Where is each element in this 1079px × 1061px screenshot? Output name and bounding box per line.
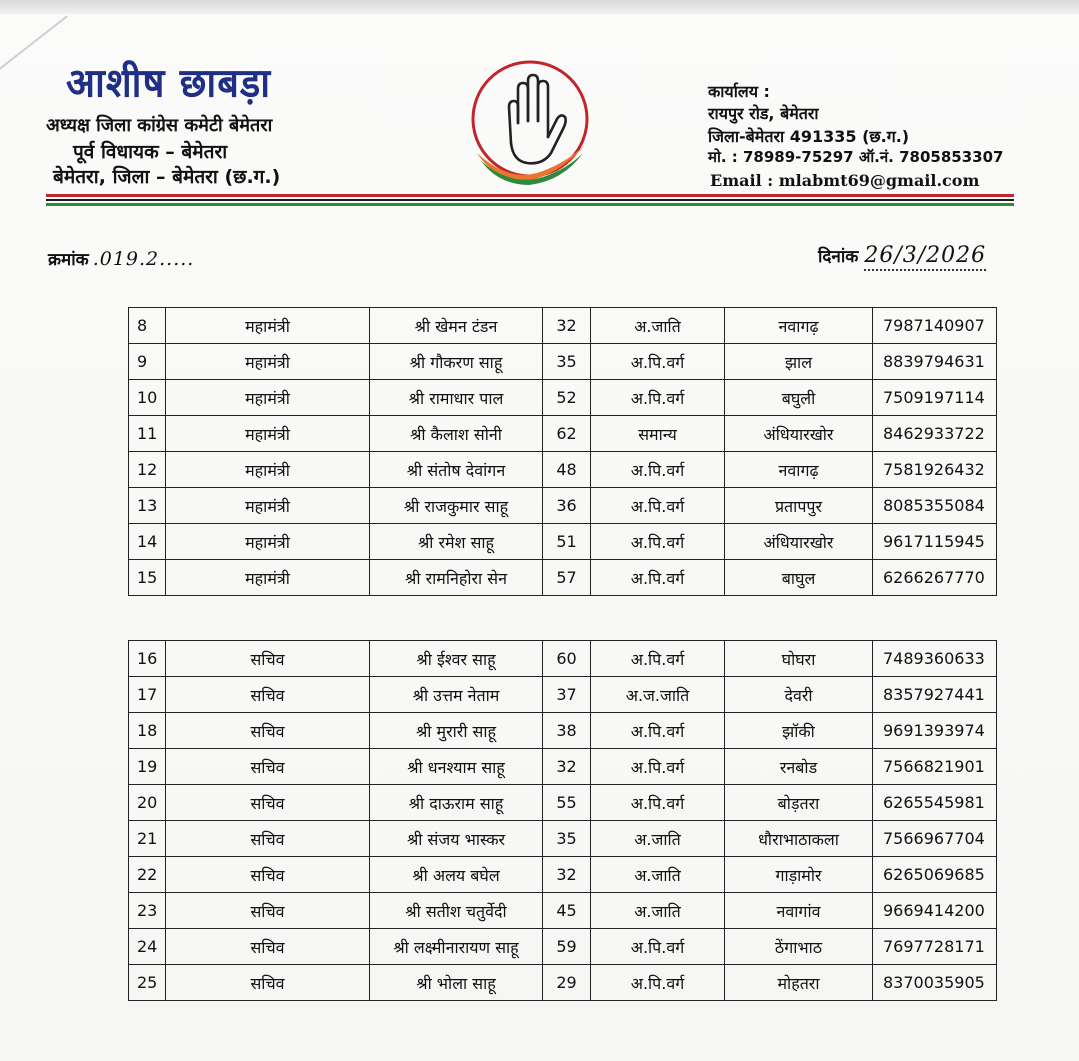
age-cell: 35	[543, 344, 591, 380]
header-rule-black	[46, 199, 1014, 201]
name-cell: श्री धनश्याम साहू	[370, 749, 543, 785]
header-rule-red	[46, 194, 1014, 197]
name-cell: श्री गौकरण साहू	[370, 344, 543, 380]
reference-number	[48, 247, 194, 270]
village-cell: झॉकी	[725, 713, 873, 749]
phone-cell: 9617115945	[873, 524, 997, 560]
age-cell: 32	[543, 857, 591, 893]
category-cell: अ.पि.वर्ग	[591, 965, 725, 1001]
header-rule-green	[46, 203, 1014, 206]
post-cell: महामंत्री	[166, 308, 370, 344]
table-row	[129, 749, 997, 785]
table-row	[129, 713, 997, 749]
category-cell: अ.पि.वर्ग	[591, 929, 725, 965]
phone-cell: 6265069685	[873, 857, 997, 893]
serial-cell: 22	[129, 857, 166, 893]
table-row	[129, 857, 997, 893]
name-cell: श्री उत्तम नेताम	[370, 677, 543, 713]
age-cell: 60	[543, 641, 591, 677]
post-cell: सचिव	[166, 857, 370, 893]
table-row	[129, 560, 997, 596]
category-cell: अ.पि.वर्ग	[591, 713, 725, 749]
age-cell: 51	[543, 524, 591, 560]
phone-cell: 8839794631	[873, 344, 997, 380]
village-cell: बोड़तरा	[725, 785, 873, 821]
post-cell: सचिव	[166, 821, 370, 857]
age-cell: 55	[543, 785, 591, 821]
post-cell: सचिव	[166, 641, 370, 677]
phone-cell: 8085355084	[873, 488, 997, 524]
office-bearers-table-secretaries	[128, 640, 997, 1001]
name-cell: श्री मुरारी साहू	[370, 713, 543, 749]
table-row	[129, 893, 997, 929]
table-row	[129, 344, 997, 380]
serial-cell: 14	[129, 524, 166, 560]
phone-cell: 7697728171	[873, 929, 997, 965]
sender-title-line1: अध्यक्ष जिला कांग्रेस कमेटी बेमेतरा	[46, 115, 273, 136]
age-cell: 35	[543, 821, 591, 857]
village-cell: बघुली	[725, 380, 873, 416]
category-cell: अ.पि.वर्ग	[591, 452, 725, 488]
post-cell: सचिव	[166, 677, 370, 713]
age-cell: 52	[543, 380, 591, 416]
serial-cell: 24	[129, 929, 166, 965]
post-cell: महामंत्री	[166, 488, 370, 524]
name-cell: श्री लक्ष्मीनारायण साहू	[370, 929, 543, 965]
office-address-line2: जिला-बेमेतरा 491335 (छ.ग.)	[708, 127, 910, 146]
phone-cell: 7566821901	[873, 749, 997, 785]
village-cell: अंधियारखोर	[725, 416, 873, 452]
hand-icon	[467, 57, 593, 187]
serial-cell: 8	[129, 308, 166, 344]
age-cell: 32	[543, 749, 591, 785]
sender-title-line3: बेमेतरा, जिला – बेमेतरा (छ.ग.)	[53, 166, 281, 188]
age-cell: 37	[543, 677, 591, 713]
serial-cell: 10	[129, 380, 166, 416]
post-cell: महामंत्री	[166, 380, 370, 416]
office-label: कार्यालय :	[708, 82, 770, 101]
name-cell: श्री भोला साहू	[370, 965, 543, 1001]
phone-cell: 8357927441	[873, 677, 997, 713]
serial-cell: 15	[129, 560, 166, 596]
serial-cell: 20	[129, 785, 166, 821]
serial-cell: 12	[129, 452, 166, 488]
category-cell: अ.पि.वर्ग	[591, 524, 725, 560]
table-row	[129, 488, 997, 524]
age-cell: 45	[543, 893, 591, 929]
category-cell: अ.जाति	[591, 821, 725, 857]
village-cell: मोहतरा	[725, 965, 873, 1001]
post-cell: महामंत्री	[166, 524, 370, 560]
phone-cell: 7566967704	[873, 821, 997, 857]
post-cell: सचिव	[166, 929, 370, 965]
category-cell: अ.पि.वर्ग	[591, 749, 725, 785]
category-cell: अ.ज.जाति	[591, 677, 725, 713]
name-cell: श्री संजय भास्कर	[370, 821, 543, 857]
name-cell: श्री संतोष देवांगन	[370, 452, 543, 488]
phone-cell: 8462933722	[873, 416, 997, 452]
phone-cell: 7581926432	[873, 452, 997, 488]
reference-label: क्रमांक	[48, 250, 89, 270]
village-cell: धौराभाठाकला	[725, 821, 873, 857]
post-cell: सचिव	[166, 749, 370, 785]
name-cell: श्री अलय बघेल	[370, 857, 543, 893]
post-cell: महामंत्री	[166, 560, 370, 596]
serial-cell: 17	[129, 677, 166, 713]
table-row	[129, 641, 997, 677]
village-cell: घोघरा	[725, 641, 873, 677]
serial-cell: 25	[129, 965, 166, 1001]
name-cell: श्री रामाधार पाल	[370, 380, 543, 416]
serial-cell: 16	[129, 641, 166, 677]
post-cell: महामंत्री	[166, 416, 370, 452]
table-row	[129, 929, 997, 965]
category-cell: अ.पि.वर्ग	[591, 641, 725, 677]
name-cell: श्री रमेश साहू	[370, 524, 543, 560]
table-row	[129, 416, 997, 452]
phone-cell: 6265545981	[873, 785, 997, 821]
office-email: Email : mlabmt69@gmail.com	[710, 171, 980, 190]
table-row	[129, 785, 997, 821]
village-cell: नवागढ़	[725, 308, 873, 344]
name-cell: श्री रामनिहोरा सेन	[370, 560, 543, 596]
age-cell: 62	[543, 416, 591, 452]
category-cell: अ.पि.वर्ग	[591, 785, 725, 821]
phone-cell: 9669414200	[873, 893, 997, 929]
sender-name: आशीष छाबड़ा	[66, 59, 272, 107]
category-cell: अ.पि.वर्ग	[591, 344, 725, 380]
category-cell: अ.पि.वर्ग	[591, 560, 725, 596]
village-cell: प्रतापपुर	[725, 488, 873, 524]
name-cell: श्री ईश्वर साहू	[370, 641, 543, 677]
village-cell: देवरी	[725, 677, 873, 713]
office-bearers-table-general-secretaries	[128, 307, 997, 596]
table-row	[129, 452, 997, 488]
village-cell: गाड़ामोर	[725, 857, 873, 893]
village-cell: नवागांव	[725, 893, 873, 929]
name-cell: श्री खेमन टंडन	[370, 308, 543, 344]
category-cell: अ.पि.वर्ग	[591, 488, 725, 524]
table-row	[129, 965, 997, 1001]
name-cell: श्री सतीश चतुर्वेदी	[370, 893, 543, 929]
post-cell: सचिव	[166, 785, 370, 821]
phone-cell: 6266267770	[873, 560, 997, 596]
name-cell: श्री कैलाश सोनी	[370, 416, 543, 452]
serial-cell: 19	[129, 749, 166, 785]
post-cell: सचिव	[166, 893, 370, 929]
name-cell: श्री दाऊराम साहू	[370, 785, 543, 821]
village-cell: नवागढ़	[725, 452, 873, 488]
village-cell: अंधियारखोर	[725, 524, 873, 560]
date-value: 26/3/2026	[864, 243, 986, 271]
name-cell: श्री राजकुमार साहू	[370, 488, 543, 524]
post-cell: महामंत्री	[166, 344, 370, 380]
village-cell: बाघुल	[725, 560, 873, 596]
age-cell: 32	[543, 308, 591, 344]
phone-cell: 7509197114	[873, 380, 997, 416]
serial-cell: 9	[129, 344, 166, 380]
table-row	[129, 524, 997, 560]
village-cell: रनबोड	[725, 749, 873, 785]
age-cell: 59	[543, 929, 591, 965]
date-label: दिनांक	[818, 247, 859, 267]
age-cell: 29	[543, 965, 591, 1001]
office-address-line1: रायपुर रोड, बेमेतरा	[708, 104, 819, 123]
serial-cell: 18	[129, 713, 166, 749]
photo-top-shade	[0, 0, 1079, 14]
letter-date	[818, 243, 986, 268]
sender-title-line2: पूर्व विधायक – बेमेतरा	[73, 141, 228, 163]
category-cell: अ.जाति	[591, 308, 725, 344]
phone-cell: 7987140907	[873, 308, 997, 344]
age-cell: 57	[543, 560, 591, 596]
age-cell: 48	[543, 452, 591, 488]
age-cell: 36	[543, 488, 591, 524]
post-cell: महामंत्री	[166, 452, 370, 488]
category-cell: अ.पि.वर्ग	[591, 380, 725, 416]
phone-cell: 8370035905	[873, 965, 997, 1001]
serial-cell: 13	[129, 488, 166, 524]
serial-cell: 11	[129, 416, 166, 452]
office-phone: मो. : 78989-75297 ऑ.नं. 7805853307	[708, 148, 1004, 166]
category-cell: अ.जाति	[591, 857, 725, 893]
phone-cell: 9691393974	[873, 713, 997, 749]
age-cell: 38	[543, 713, 591, 749]
category-cell: अ.जाति	[591, 893, 725, 929]
serial-cell: 23	[129, 893, 166, 929]
post-cell: सचिव	[166, 713, 370, 749]
table-row	[129, 308, 997, 344]
phone-cell: 7489360633	[873, 641, 997, 677]
category-cell: समान्य	[591, 416, 725, 452]
table-row	[129, 821, 997, 857]
serial-cell: 21	[129, 821, 166, 857]
reference-value: .019.2.....	[92, 248, 195, 270]
table-row	[129, 380, 997, 416]
paper-edge-line	[0, 15, 68, 90]
table-row	[129, 677, 997, 713]
village-cell: झाल	[725, 344, 873, 380]
post-cell: सचिव	[166, 965, 370, 1001]
village-cell: ठेंगाभाठ	[725, 929, 873, 965]
